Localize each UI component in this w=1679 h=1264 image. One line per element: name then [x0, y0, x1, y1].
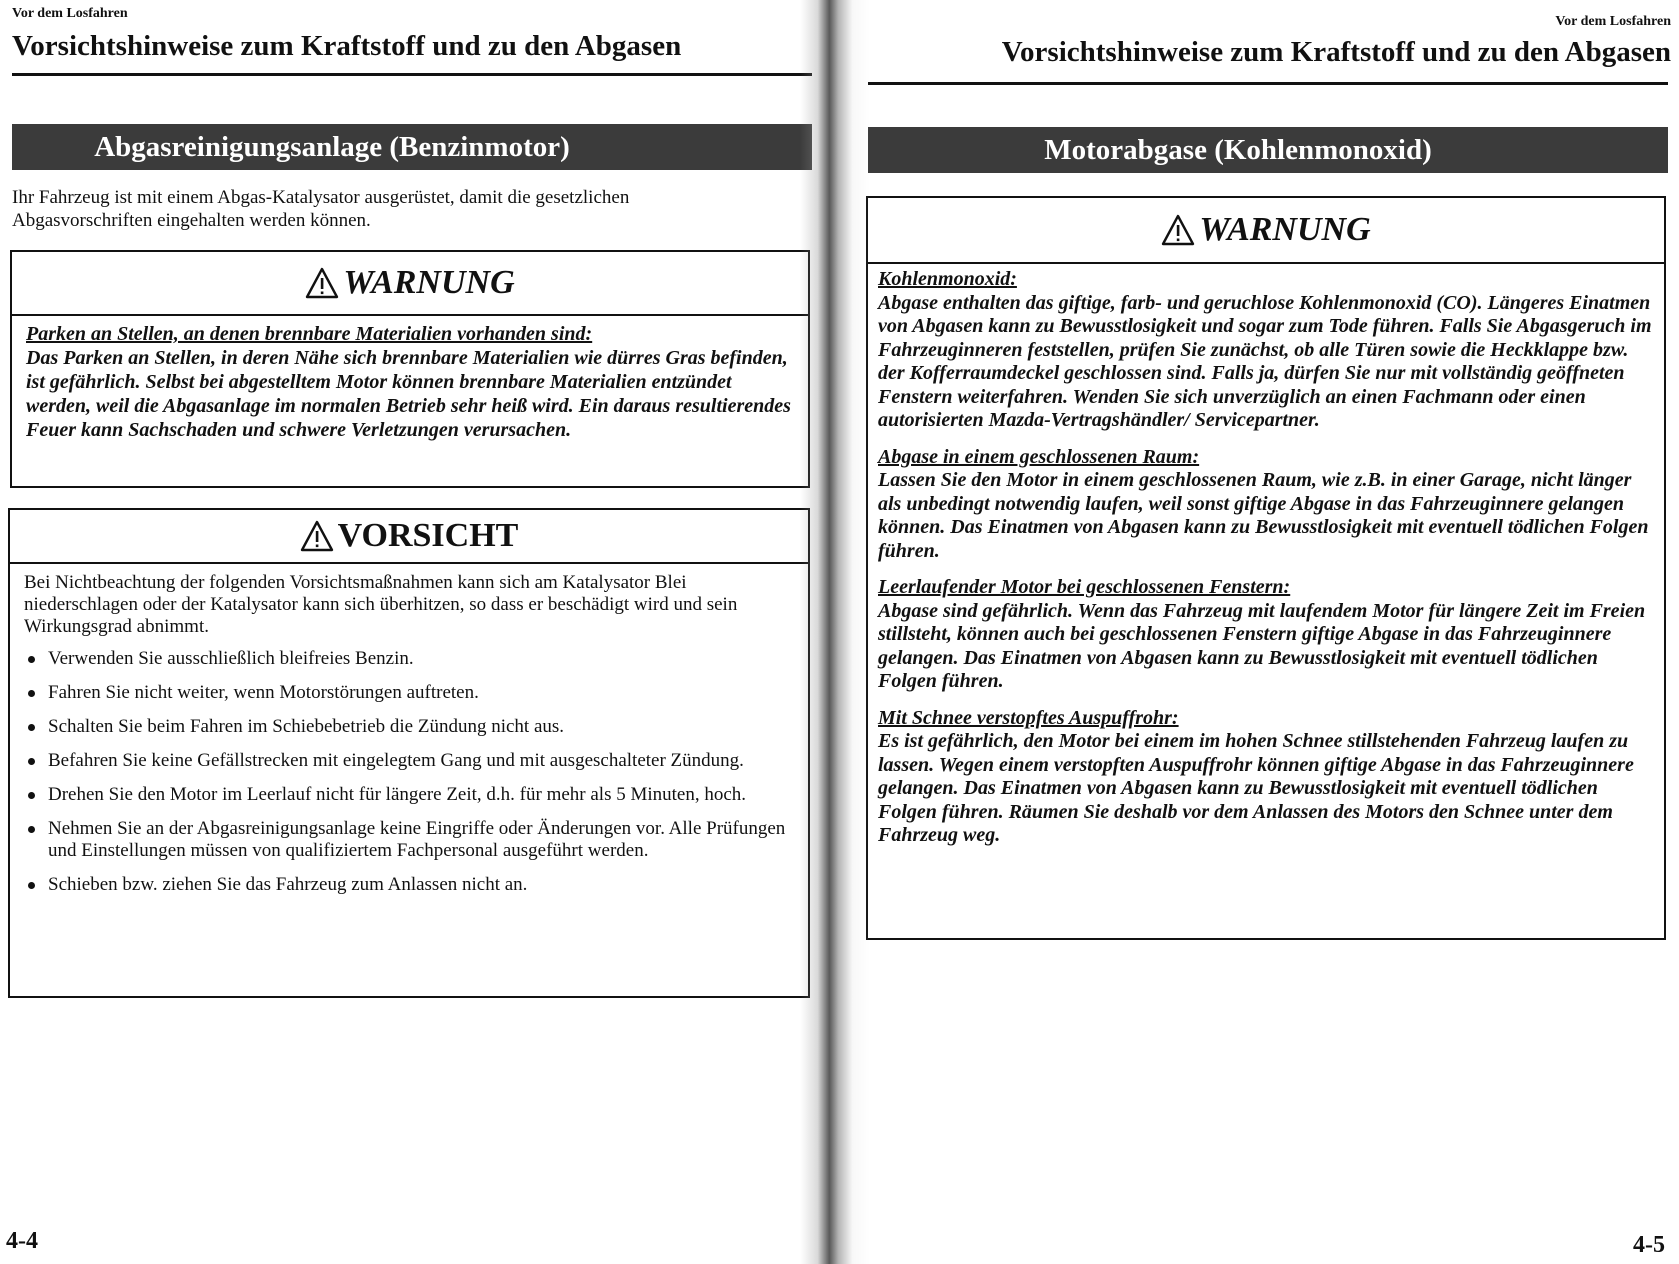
caution-list-item: Drehen Sie den Motor im Leerlauf nicht für längere Zeit, d.h. für mehr als 5 Minuten, hoch.: [24, 784, 794, 806]
section-heading-bar: [868, 127, 1668, 173]
caution-list-item: Verwenden Sie ausschließlich bleifreies Benzin.: [24, 648, 794, 670]
caution-list-item: Schieben bzw. ziehen Sie das Fahrzeug zum Anlassen nicht an.: [24, 874, 794, 896]
warning-text: Es ist gefährlich, den Motor bei einem im hohen Schnee stillstehenden Fahrzeug laufen zu lassen. Wegen einem verstopften Auspuffrohr können giftige Abgase in das Fahrzeuginnere gelangen. Das Einatmen von Abgasen kann zu Bewusstlosigkeit mit eventuell tödlichen Folgen führen. Räumen Sie deshalb vor dem Anlassen des Motors den Schnee unter dem Fahrzeug weg.: [878, 730, 1634, 846]
warning-text: Abgase sind gefährlich. Wenn das Fahrzeug mit laufendem Motor für längere Zeit im Freien stillsteht, können auch bei geschlossenen Fenstern giftige Abgase in das Fahrzeuginnere gelangen. Das Einatmen von Abgasen kann zu Bewusstlosigkeit mit eventuell tödlichen Folgen führen.: [878, 599, 1646, 692]
caution-list-item: Fahren Sie nicht weiter, wenn Motorstörungen auftreten.: [24, 682, 794, 704]
caution-box: [8, 508, 810, 998]
warning-block: [878, 576, 1654, 694]
caution-intro: Bei Nichtbeachtung der folgenden Vorsichtsmaßnahmen kann sich am Katalysator Blei niederschlagen oder der Katalysator kann sich überhitzen, so dass er beschädigt wird und sein Wirkungsgrad abnimmt.: [24, 572, 738, 637]
warning-subtitle: Abgase in einem geschlossenen Raum:: [878, 445, 1200, 468]
section-heading: Motorabgase (Kohlenmonoxid): [1044, 133, 1432, 166]
warning-box: [10, 250, 810, 488]
page-number: 4-4: [6, 1228, 38, 1254]
caution-list: [24, 648, 794, 896]
section-label: Vor dem Losfahren: [12, 6, 128, 21]
page-title: Vorsichtshinweise zum Kraftstoff und zu den Abgasen: [1001, 36, 1671, 68]
warning-triangle-icon: [300, 520, 334, 552]
intro-text: Ihr Fahrzeug ist mit einem Abgas-Katalysator ausgerüstet, damit die gesetzlichen Abgasvorschriften eingehalten werden können.: [12, 187, 630, 231]
warning-triangle-icon: [305, 267, 339, 299]
right-page: [820, 0, 1679, 1264]
section-label: Vor dem Losfahren: [1555, 14, 1671, 29]
warning-heading: WARNUNG: [343, 264, 515, 301]
warning-text: Das Parken an Stellen, in deren Nähe sich brennbare Materialien wie dürres Gras befinden, ist gefährlich. Selbst bei abgestelltem Motor können brennbare Materialien entzündet werden, weil die Abgasanlage im normalen Betrieb sehr heiß wird. Ein daraus resultierendes Feuer kann Sachschaden und schwere Verletzungen verursachen.: [26, 347, 791, 441]
section-heading: Abgasreinigungsanlage (Benzinmotor): [94, 130, 570, 163]
title-rule: [12, 73, 812, 76]
warning-text: Abgase enthalten das giftige, farb- und geruchlose Kohlenmonoxid (CO). Längeres Einatmen von Abgasen kann zu Bewusstlosigkeit und sogar zum Tode führen. Falls Sie Abgasgeruch im Fahrzeuginneren feststellen, prüfen Sie zunächst, ob alle Türen sowie die Heckklappe bzw. der Kofferraumdeckel geschlossen sind. Falls ja, dürfen Sie nur mit vollständig geöffneten Fenstern weiterfahren. Wenden Sie sich unverzüglich an einen Fachmann oder einen autorisierten Mazda-Vertragshändler/ Servicepartner.: [878, 291, 1652, 431]
caution-header: [10, 510, 808, 564]
warning-subtitle: Kohlenmonoxid:: [878, 268, 1017, 290]
caution-list-item: Schalten Sie beim Fahren im Schiebebetrieb die Zündung nicht aus.: [24, 716, 794, 738]
warning-box: [866, 196, 1666, 940]
page-number: 4-5: [1633, 1232, 1665, 1258]
warning-block: [878, 707, 1654, 848]
caution-body: [10, 564, 808, 906]
warning-heading: WARNUNG: [1199, 211, 1371, 248]
warning-triangle-icon: [1161, 214, 1195, 246]
warning-text: Lassen Sie den Motor in einem geschlossenen Raum, wie z.B. in einer Garage, nicht länger als unbedingt notwendig laufen, weil sonst giftige Abgase in das Fahrzeuginnere gelangen können. Das Einatmen von Abgasen kann zu Bewusstlosigkeit mit eventuell tödlichen Folgen führen.: [878, 469, 1649, 562]
caution-list-item: Befahren Sie keine Gefällstrecken mit eingelegtem Gang und mit ausgeschalteter Zündung.: [24, 750, 794, 772]
warning-subtitle: Leerlaufender Motor bei geschlossenen Fenstern:: [878, 576, 1291, 598]
warning-header: [12, 252, 808, 316]
warning-subtitle: Mit Schnee verstopftes Auspuffrohr:: [878, 706, 1179, 729]
warning-block: [878, 268, 1654, 433]
warning-block: [878, 446, 1654, 564]
warning-body: [868, 264, 1664, 856]
caution-list-item: Nehmen Sie an der Abgasreinigungsanlage keine Eingriffe oder Änderungen vor. Alle Prüfungen und Einstellungen müssen von qualifiziertem Fachpersonal ausgeführt werden.: [24, 818, 794, 862]
section-heading-bar: [12, 124, 812, 170]
warning-subtitle: Parken an Stellen, an denen brennbare Materialien vorhanden sind:: [26, 323, 593, 345]
caution-heading: VORSICHT: [337, 517, 519, 554]
warning-header: [868, 198, 1664, 264]
page-title: Vorsichtshinweise zum Kraftstoff und zu den Abgasen: [12, 30, 682, 62]
title-rule: [868, 82, 1668, 85]
left-page: [0, 0, 820, 1264]
warning-body: [12, 316, 808, 450]
